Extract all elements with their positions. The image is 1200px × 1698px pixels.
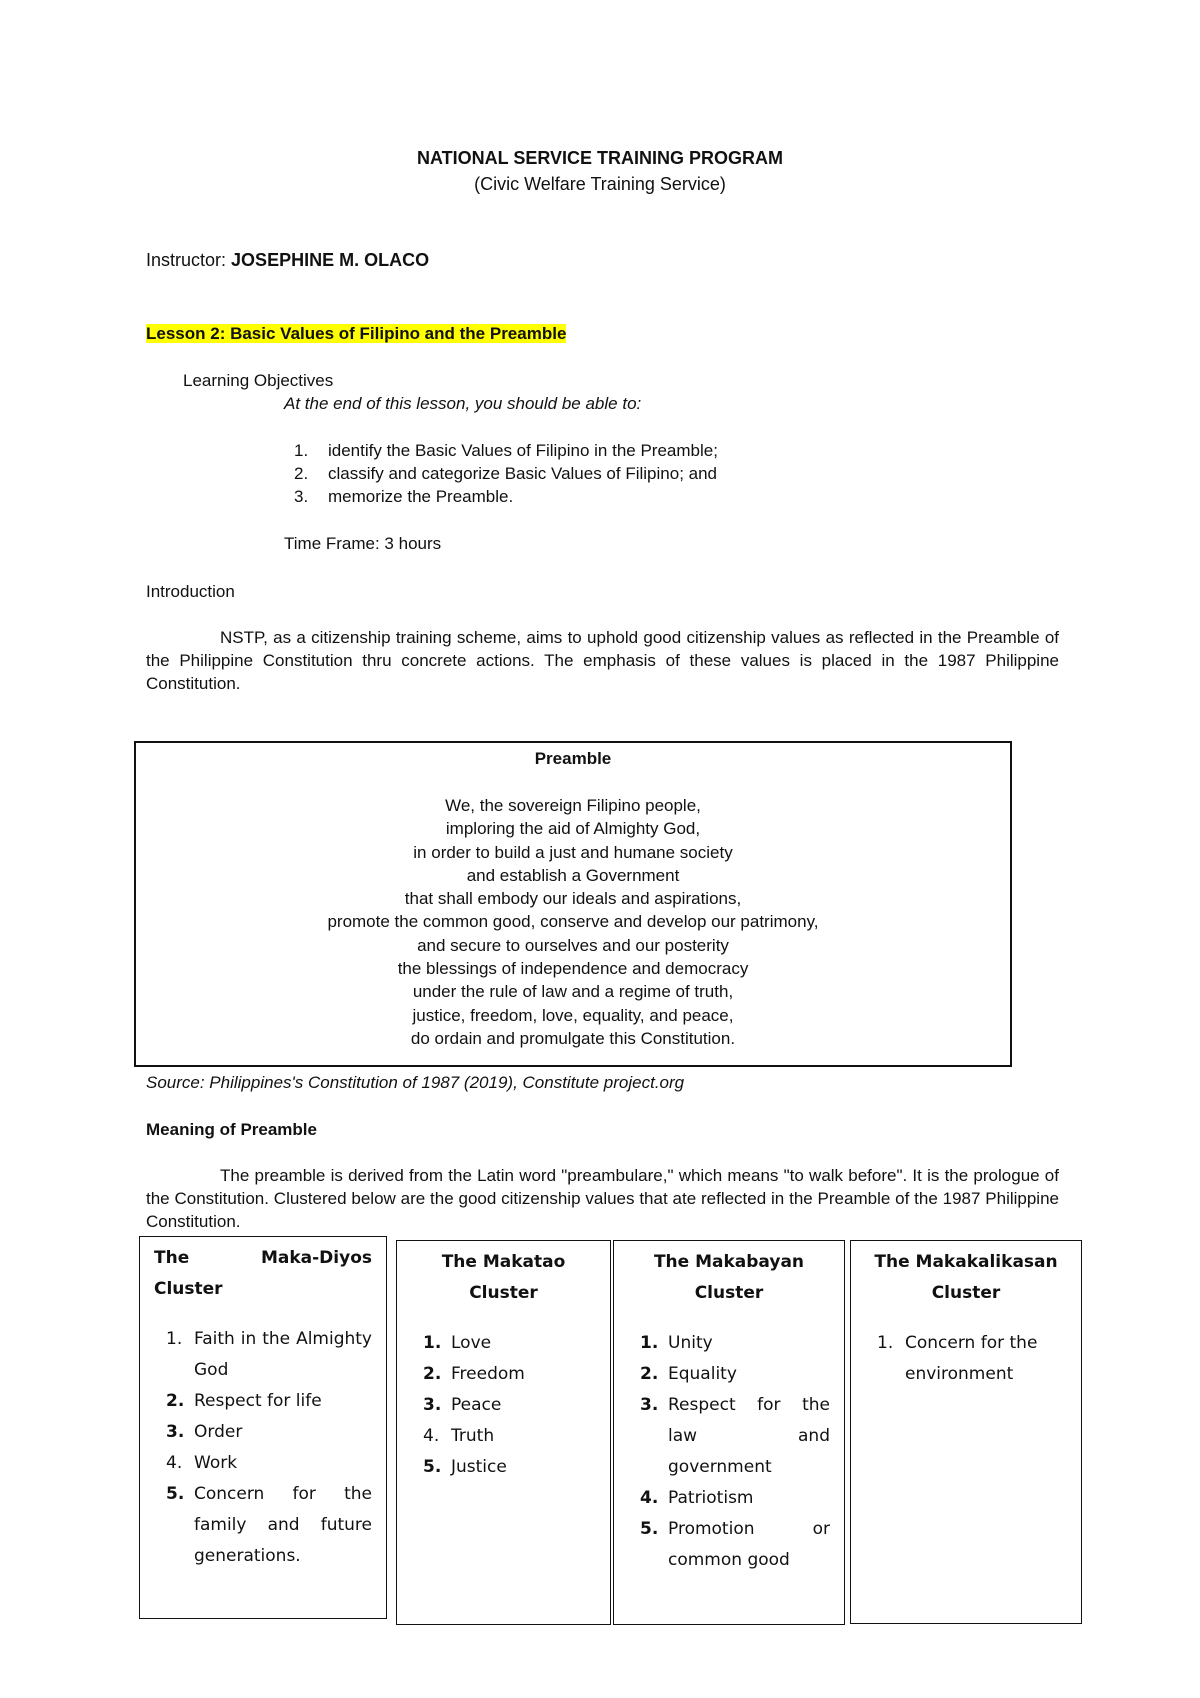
objectives-heading: Learning Objectives [183,371,334,390]
document-title: NATIONAL SERVICE TRAINING PROGRAM [416,148,784,168]
cluster-makakalikasan [850,1240,1082,1624]
preamble-line: and establish a Government [466,865,680,885]
document-subtitle: (Civic Welfare Training Service) [474,174,726,194]
instructor-name: JOSEPHINE M. OLACO [231,250,430,270]
cluster-title: The Makakalikasan Cluster [874,1252,1058,1303]
preamble-line: imploring the aid of Almighty God, [445,819,701,839]
cluster-makatao [396,1240,611,1625]
preamble-title: Preamble [534,749,612,768]
cluster-item: 3. Peace [423,1395,502,1415]
cluster-item: 1. Faith in the Almighty God [166,1329,372,1380]
preamble-line: do ordain and promulgate this Constitution. [410,1028,736,1048]
preamble-line: under the rule of law and a regime of truth, [412,982,734,1002]
cluster-list [865,1328,1067,1390]
preamble-line: that shall embody our ideals and aspirations, [404,889,742,909]
objective-item: 3. memorize the Preamble. [294,487,514,506]
preamble-text [136,794,1010,1050]
cluster-item: 4. Work [166,1453,238,1473]
preamble-box [134,741,1012,1067]
cluster-item: 2. Equality [640,1364,737,1384]
time-frame: Time Frame: 3 hours [284,534,442,553]
preamble-line: promote the common good, conserve and develop our patrimony, [327,912,819,932]
objectives-list [284,439,718,508]
instructor-line [146,249,429,272]
cluster-item: 2. Freedom [423,1364,525,1384]
cluster-list [154,1324,372,1572]
instructor-label: Instructor: [146,250,227,270]
introduction-paragraph: NSTP, as a citizenship training scheme, aims to uphold good citizenship values as reflected in the Preamble of the Philippine Constitution thru concrete actions. The emphasis of these values is placed in the 1987 Philippine Constitution. [146,628,1059,693]
cluster-item: 4. Patriotism [640,1488,754,1508]
preamble-line: We, the sovereign Filipino people, [445,796,701,815]
cluster-item: 2. Respect for life [166,1391,322,1411]
cluster-title: The Maka-Diyos Cluster [154,1248,372,1299]
cluster-item: 5. Concern for the family and future generations. [166,1484,372,1566]
cluster-item: 5. Justice [423,1457,507,1477]
cluster-item: 1. Love [423,1333,492,1353]
objectives-intro: At the end of this lesson, you should be able to: [284,394,642,413]
preamble-line: the blessings of independence and democracy [397,959,749,979]
lesson-title: Lesson 2: Basic Values of Filipino and the Preamble [146,324,567,343]
meaning-heading: Meaning of Preamble [146,1120,317,1139]
cluster-item: 5. Promotion or common good [640,1519,830,1570]
preamble-line: in order to build a just and humane society [413,842,733,862]
lesson-heading [146,322,566,345]
cluster-list [411,1328,596,1483]
cluster-title: The Makatao Cluster [441,1252,566,1303]
cluster-item: 1. Unity [640,1333,713,1353]
cluster-title: The Makabayan Cluster [653,1252,805,1303]
preamble-source: Source: Philippines's Constitution of 1987 (2019), Constitute project.org [146,1073,685,1092]
meaning-paragraph: The preamble is derived from the Latin word "preambulare," which means "to walk before". It is the prologue of the Constitution. Clustered below are the good citizenship values that ate reflected in the Preamble of the 1987 Philippine Constitution. [146,1166,1059,1231]
preamble-line: justice, freedom, love, equality, and peace, [412,1005,734,1025]
introduction-heading: Introduction [146,582,235,601]
objective-item: 2. classify and categorize Basic Values of Filipino; and [294,464,717,483]
cluster-item: 3. Respect for the law and government [640,1395,830,1477]
preamble-line: and secure to ourselves and our posterity [417,935,729,955]
cluster-item: 3. Order [166,1422,243,1442]
objective-item: 1. identify the Basic Values of Filipino in the Preamble; [294,441,718,460]
cluster-item: 4. Truth [423,1426,495,1446]
cluster-item: 1. Concern for the environment [877,1333,1038,1384]
cluster-maka-diyos [139,1236,387,1619]
cluster-makabayan [613,1240,845,1625]
cluster-list [628,1328,830,1576]
